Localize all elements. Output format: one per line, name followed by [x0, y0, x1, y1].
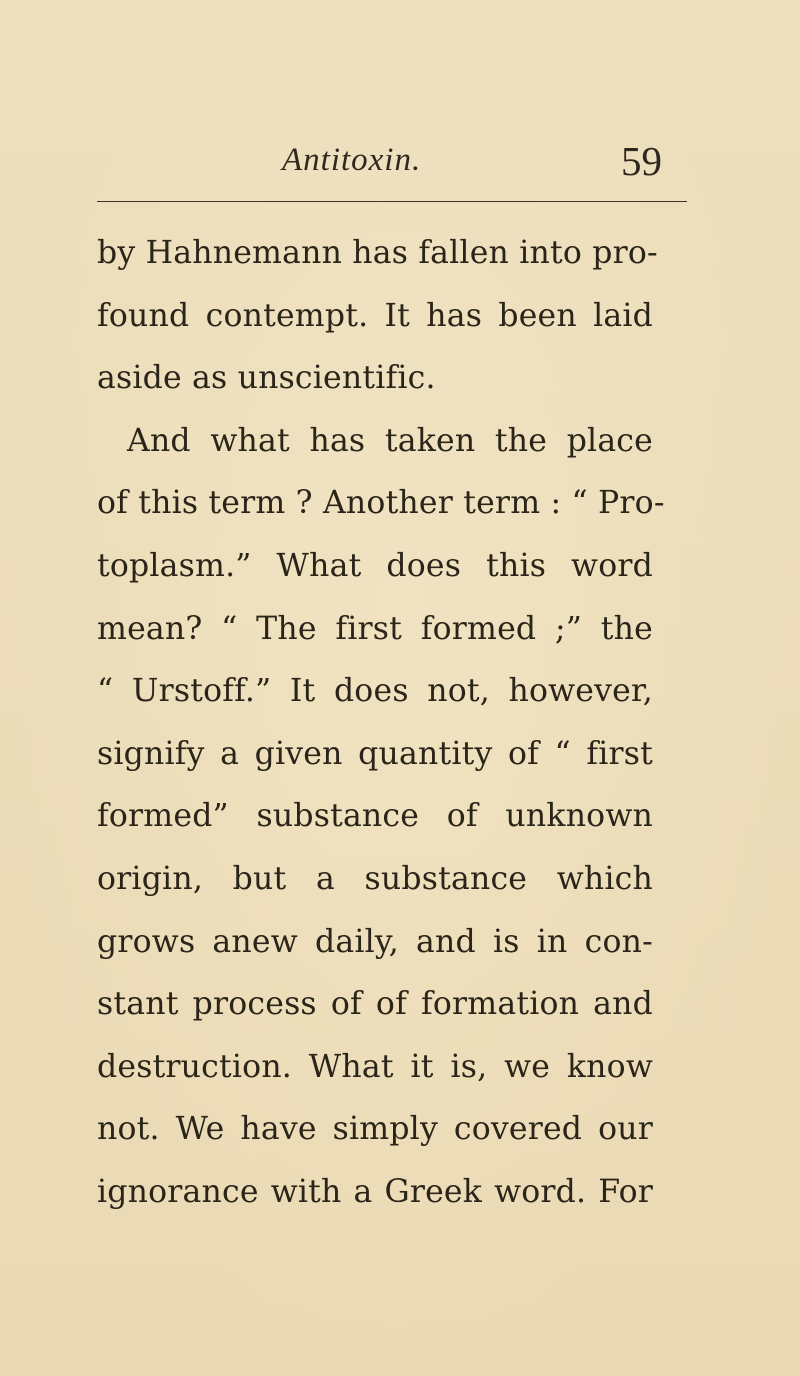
text-line: aside as unscientific.	[97, 360, 436, 397]
text-line: “ Urstoff.” It does not, however,	[97, 673, 653, 710]
text-line: stant process of of formation and	[97, 986, 653, 1023]
text-line: of this term ? Another term : “ Pro-	[97, 485, 665, 522]
text-line: And what has taken the place	[127, 422, 653, 459]
text-line: toplasm.” What does this word	[97, 547, 653, 584]
text-line: mean? “ The first formed ;” the	[97, 610, 653, 647]
text-line: ignorance with a Greek word. For	[97, 1173, 653, 1210]
header-rule	[97, 201, 687, 202]
page-number: 59	[621, 138, 662, 184]
text-line: destruction. What it is, we know	[97, 1048, 653, 1085]
running-title: Antitoxin.	[282, 142, 422, 178]
text-line: signify a given quantity of “ first	[97, 735, 653, 772]
text-line: origin, but a substance which	[97, 860, 653, 897]
running-head	[97, 140, 687, 190]
text-line: found contempt. It has been laid	[97, 297, 653, 334]
text-line: grows anew daily, and is in con-	[97, 923, 653, 960]
text-line: not. We have simply covered our	[97, 1111, 653, 1148]
body-text	[97, 222, 697, 1224]
text-line: by Hahnemann has fallen into pro-	[97, 235, 658, 271]
text-line: formed” substance of unknown	[97, 798, 653, 835]
